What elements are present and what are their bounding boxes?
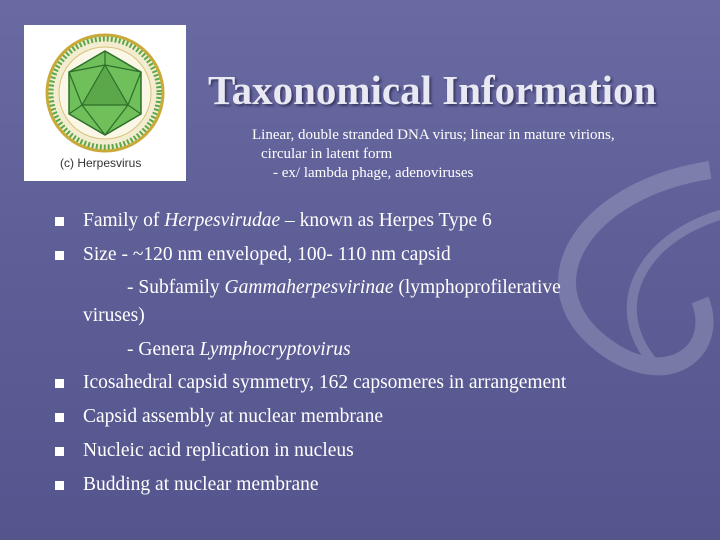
square-bullet-icon: [55, 447, 64, 456]
list-item: [55, 400, 705, 434]
square-bullet-icon: [55, 413, 64, 422]
family-suffix: – known as Herpes Type 6: [280, 210, 492, 231]
figure-caption: (c) Herpesvirus: [60, 156, 142, 170]
note-line-2: circular in latent form: [261, 146, 393, 162]
herpesvirus-icosahedron-icon: [24, 25, 186, 181]
subfamily-prefix: - Subfamily: [127, 277, 225, 298]
page-title: Taxonomical Information: [208, 67, 657, 113]
square-bullet-icon: [55, 379, 64, 388]
list-item: [55, 204, 705, 238]
list-item: [55, 366, 705, 400]
bullet-list: [55, 204, 705, 502]
list-item: [55, 434, 705, 468]
herpesvirus-figure: [24, 25, 186, 181]
genera-prefix: - Genera: [127, 339, 200, 360]
note-line-1: Linear, double stranded DNA virus; linear in mature virions,: [252, 127, 615, 143]
sub-item: [55, 334, 705, 366]
symmetry-text: Icosahedral capsid symmetry, 162 capsomeres in arrangement: [83, 372, 567, 393]
assembly-text: Capsid assembly at nuclear membrane: [83, 406, 383, 427]
subfamily-continuation: viruses): [83, 305, 145, 326]
square-bullet-icon: [55, 251, 64, 260]
replication-text: Nucleic acid replication in nucleus: [83, 440, 354, 461]
subfamily-suffix: (lymphoprofilerative: [393, 277, 561, 298]
genera-name: Lymphocryptovirus: [199, 339, 351, 360]
size-text: Size - ~120 nm enveloped, 100- 110 nm capsid: [83, 244, 451, 265]
subfamily-name: Gammaherpesvirinae: [224, 277, 394, 298]
budding-text: Budding at nuclear membrane: [83, 474, 319, 495]
list-item: [55, 238, 705, 272]
family-name: Herpesvirudae: [164, 210, 281, 231]
sub-item: [55, 272, 705, 304]
virus-description-note: [252, 126, 712, 183]
list-item: [55, 468, 705, 502]
square-bullet-icon: [55, 481, 64, 490]
square-bullet-icon: [55, 217, 64, 226]
note-line-3: - ex/ lambda phage, adenoviruses: [273, 165, 474, 181]
family-prefix: Family of: [83, 210, 165, 231]
sub-item-continuation: [55, 304, 705, 328]
